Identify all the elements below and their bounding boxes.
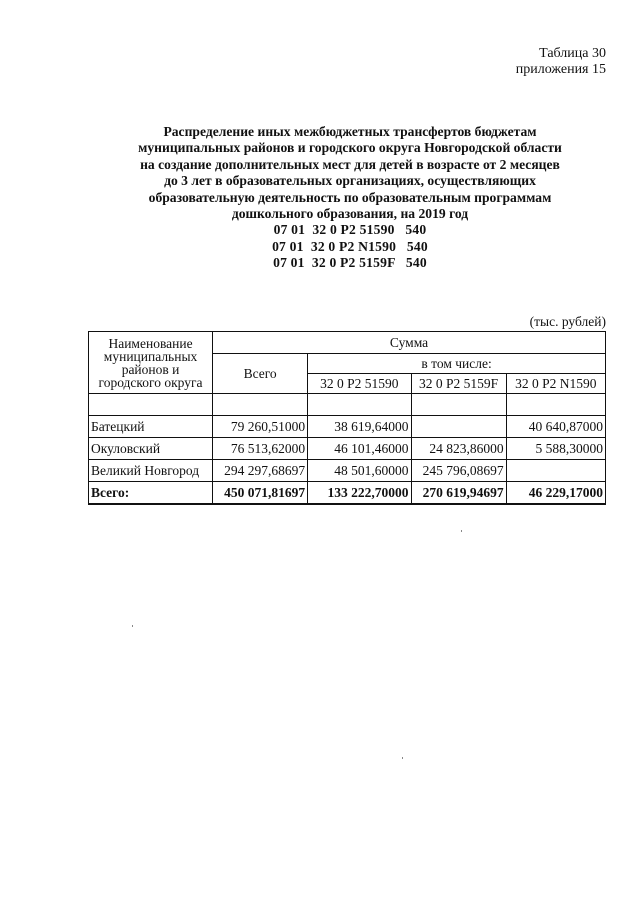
scan-speck: [402, 757, 403, 759]
document-header: [516, 46, 606, 78]
row-51590: 48 501,60000: [308, 460, 411, 482]
title-line: муниципальных районов и городского округа Новгородской области: [138, 140, 562, 156]
budget-code: 07 01 32 0 P2 N1590 540: [272, 238, 428, 254]
row-5159F: 24 823,86000: [411, 438, 506, 460]
total-N1590: 46 229,17000: [506, 482, 605, 505]
title-line: на создание дополнительных мест для детей в возрасте от 2 месяцев: [140, 156, 560, 172]
row-5159F: [411, 416, 506, 438]
title-line: образовательную деятельность по образовательным программам: [148, 189, 552, 205]
header-code-51590: 32 0 P2 51590: [308, 374, 411, 394]
header-including: в том числе:: [308, 354, 606, 374]
table-row: [89, 416, 606, 438]
units-label: (тыс. рублей): [529, 314, 606, 329]
row-total: 76 513,62000: [213, 438, 308, 460]
total-label: Всего:: [89, 482, 213, 505]
budget-code: 07 01 32 0 P2 5159F 540: [273, 255, 427, 271]
row-N1590: [506, 460, 605, 482]
budget-codes: [90, 222, 610, 271]
table-row: [89, 460, 606, 482]
scan-speck: [132, 625, 133, 627]
table-number-label: Таблица 30: [539, 46, 606, 61]
row-total: 79 260,51000: [213, 416, 308, 438]
header-code-N1590: 32 0 P2 N1590: [506, 374, 605, 394]
header-name: Наименование муниципальных районов и городского округа: [89, 332, 213, 394]
document-title: [90, 124, 610, 272]
header-total: Всего: [213, 354, 308, 394]
row-N1590: 40 640,87000: [506, 416, 605, 438]
total-row: [89, 482, 606, 505]
total-sum: 450 071,81697: [213, 482, 308, 505]
title-line: Распределение иных межбюджетных трансфертов бюджетам: [163, 124, 537, 139]
table-row: [89, 438, 606, 460]
row-name: Великий Новгород: [89, 460, 213, 482]
header-sum: Сумма: [213, 332, 606, 354]
title-line: до 3 лет в образовательных организациях, осуществляющих: [164, 173, 536, 189]
scan-speck: [461, 530, 462, 532]
appendix-label: приложения 15: [515, 62, 606, 77]
title-line: дошкольного образования, на 2019 год: [231, 206, 469, 222]
row-51590: 38 619,64000: [308, 416, 411, 438]
header-code-5159F: 32 0 P2 5159F: [411, 374, 506, 394]
total-51590: 133 222,70000: [308, 482, 411, 505]
row-name: Батецкий: [89, 416, 213, 438]
row-name: Окуловский: [89, 438, 213, 460]
row-51590: 46 101,46000: [308, 438, 411, 460]
row-N1590: 5 588,30000: [506, 438, 605, 460]
transfers-table: [88, 331, 606, 505]
total-5159F: 270 619,94697: [411, 482, 506, 505]
row-total: 294 297,68697: [213, 460, 308, 482]
row-5159F: 245 796,08697: [411, 460, 506, 482]
budget-code: 07 01 32 0 P2 51590 540: [273, 222, 427, 238]
